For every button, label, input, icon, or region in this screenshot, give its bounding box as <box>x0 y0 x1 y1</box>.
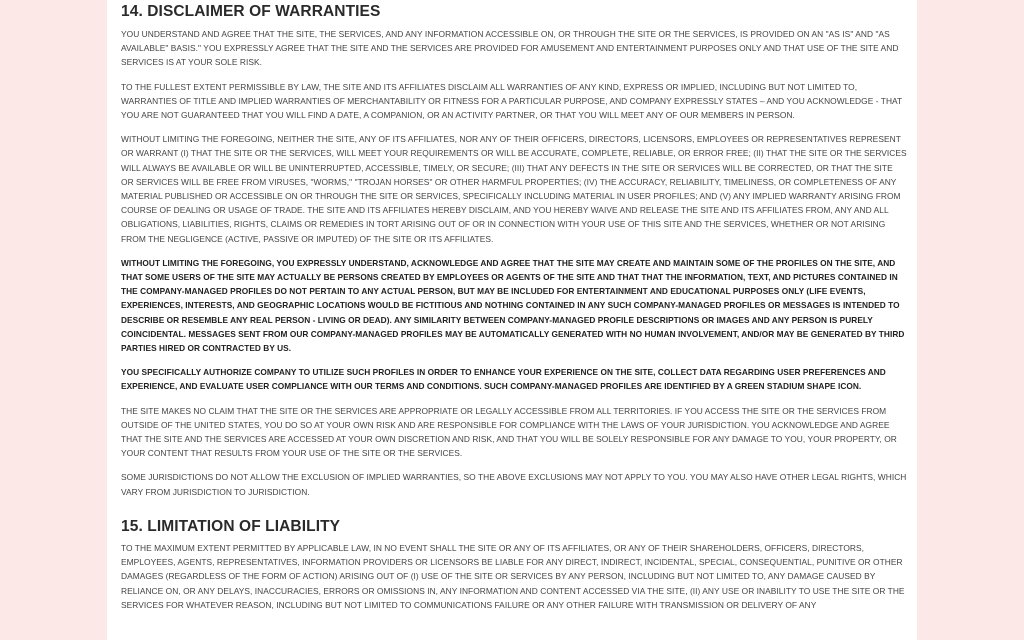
paragraph: YOU UNDERSTAND AND AGREE THAT THE SITE, THE SERVICES, AND ANY INFORMATION ACCESSIBLE ON, OR THROUGH THE SITE OR THE SERVICES, IS PROVIDED ON AN "AS IS" AND "AS AVAILABLE" BASIS." YOU EXPRESSLY AGREE THAT THE SITE AND THE SERVICES ARE PROVIDED FOR AMUSEMENT AND ENTERTAINMENT PURPOSES ONLY AND THAT USE OF THE SITE AND SERVICES IS AT YOUR SOLE RISK. <box>121 29 899 68</box>
document-page <box>107 0 917 640</box>
bold-paragraph: YOU SPECIFICALLY AUTHORIZE COMPANY TO UTILIZE SUCH PROFILES IN ORDER TO ENHANCE YOUR EXPERIENCE ON THE SITE, COLLECT DATA REGARDING USER PREFERENCES AND EXPERIENCE, AND EVALUATE USER COMPLIANCE WITH OUR TERMS AND CONDITIONS. SUCH COMPANY-MANAGED PROFILES ARE IDENTIFIED BY A GREEN STADIUM SHAPE ICON. <box>121 367 886 392</box>
paragraph: TO THE MAXIMUM EXTENT PERMITTED BY APPLICABLE LAW, IN NO EVENT SHALL THE SITE OR ANY OF ITS AFFILIATES, OR ANY OF THEIR SHAREHOLDERS, OFFICERS, DIRECTORS, EMPLOYEES, AGENTS, REPRESENTATIVES, INFORMATION PROVIDERS OR LICENSORS BE LIABLE FOR ANY DIRECT, INDIRECT, INCIDENTAL, SPECIAL, CONSEQUENTIAL, PUNITIVE OR OTHER DAMAGES (REGARDLESS OF THE FORM OF ACTION) ARISING OUT OF (I) USE OF THE SITE OR SERVICES BY ANY PERSON, INCLUDING BUT NOT LIMITED TO, ANY DAMAGE CAUSED BY RELIANCE ON, OR ANY DELAYS, INACCURACIES, ERRORS OR OMISSIONS IN, ANY INFORMATION AND CONTENT ACCESSED VIA THE SITE, (II) ANY USE OR INABILITY TO USE THE SITE OR THE SERVICES FOR WHATEVER REASON, INCLUDING BUT NOT LIMITED TO COMMUNICATIONS FAILURE OR ANY OTHER FAILURE WITH TRANSMISSION OR DELIVERY OF ANY <box>121 542 905 610</box>
bold-paragraph: WITHOUT LIMITING THE FOREGOING, YOU EXPRESSLY UNDERSTAND, ACKNOWLEDGE AND AGREE THAT THE SITE MAY CREATE AND MAINTAIN SOME OF THE PROFILES ON THE SITE, AND THAT SOME USERS OF THE SITE MAY ACTUALLY BE PERSONS CREATED BY EMPLOYEES OR AGENTS OF THE SITE AND THAT THAT THE INFORMATION, TEXT, AND PICTURES CONTAINED IN THE COMPANY-MANAGED PROFILES DO NOT PERTAIN TO ANY ACTUAL PERSON, BUT MAY BE INCLUDED FOR ENTERTAINMENT AND EDUCATIONAL PURPOSES ONLY (LIFE EVENTS, EXPERIENCES, INTERESTS, AND GEOGRAPHIC LOCATIONS WOULD BE FICTITIOUS AND NOTHING CONTAINED IN ANY SUCH COMPANY-MANAGED PROFILES OR MESSAGES IS INTENDED TO DESCRIBE OR RESEMBLE ANY REAL PERSON - LIVING OR DEAD). ANY SIMILARITY BETWEEN COMPANY-MANAGED PROFILE DESCRIPTIONS OR IMAGES AND ANY PERSON IS PURELY COINCIDENTAL. MESSAGES SENT FROM OUR COMPANY-MANAGED PROFILES MAY BE AUTOMATICALLY GENERATED WITH NO HUMAN INVOLVEMENT, AND/OR MAY BE GENERATED BY THIRD PARTIES HIRED OR CONTRACTED BY US. <box>121 257 905 354</box>
paragraph: TO THE FULLEST EXTENT PERMISSIBLE BY LAW, THE SITE AND ITS AFFILIATES DISCLAIM ALL WARRANTIES OF ANY KIND, EXPRESS OR IMPLIED, INCLUDING BUT NOT LIMITED TO, WARRANTIES OF TITLE AND IMPLIED WARRANTIES OF MERCHANTABILITY OR FITNESS FOR A PARTICULAR PURPOSE, AND COMPANY EXPRESSLY STATES – AND YOU ACKNOWLEDGE - THAT YOU ARE NOT GUARANTEED THAT YOU WILL FIND A DATE, A COMPANION, OR AN ACTIVITY PARTNER, OR THAT YOU WILL MEET ANY OF OUR MEMBERS IN PERSON. <box>121 81 903 121</box>
paragraph: WITHOUT LIMITING THE FOREGOING, NEITHER THE SITE, ANY OF ITS AFFILIATES, NOR ANY OF THEIR OFFICERS, DIRECTORS, LICENSORS, EMPLOYEES OR REPRESENTATIVES REPRESENT OR WARRANT (I) THAT THE SITE OR THE SERVICES, WILL MEET YOUR REQUIREMENTS OR WILL BE ACCURATE, COMPLETE, RELIABLE, OR ERROR FREE; (II) THAT THE SITE OR THE SERVICES WILL ALWAYS BE AVAILABLE OR WILL BE UNINTERRUPTED, ACCESSIBLE, TIMELY, OR SECURE; (III) THAT ANY DEFECTS IN THE SITE OR SERVICES WILL BE CORRECTED, OR THAT THE SITE OR SERVICES WILL BE FREE FROM VIRUSES, "WORMS," "TROJAN HORSES" OR OTHER HARMFUL PROPERTIES; (IV) THE ACCURACY, RELIABILITY, TIMELINESS, OR COMPLETENESS OF ANY MATERIAL PUBLISHED OR ACCESSIBLE ON OR THROUGH THE SITE OR SERVICES, SPECIFICALLY INCLUDING MATERIAL IN USER PROFILES; AND (V) ANY IMPLIED WARRANTY ARISING FROM COURSE OF DEALING OR USAGE OF TRADE. THE SITE AND ITS AFFILIATES HEREBY DISCLAIM, AND YOU HEREBY WAIVE AND RELEASE THE SITE AND ITS AFFILIATES FROM, ANY AND ALL OBLIGATIONS, LIABILITIES, RIGHTS, CLAIMS OR REMEDIES IN TORT ARISING OUT OF OR IN CONNECTION WITH YOUR USE OF THIS SITE AND THE SERVICES, WHETHER OR NOT ARISING FROM THE NEGLIGENCE (ACTIVE, PASSIVE OR IMPUTED) OF THE SITE OR ITS AFFILIATES. <box>121 134 907 244</box>
paragraph: SOME JURISDICTIONS DO NOT ALLOW THE EXCLUSION OF IMPLIED WARRANTIES, SO THE ABOVE EXCLUSIONS MAY NOT APPLY TO YOU. YOU MAY ALSO HAVE OTHER LEGAL RIGHTS, WHICH VARY FROM JURISDICTION TO JURISDICTION. <box>121 472 907 497</box>
section-heading-disclaimer-of-warranties: 14. DISCLAIMER OF WARRANTIES <box>121 3 381 20</box>
document-content <box>121 2 907 612</box>
paragraph: THE SITE MAKES NO CLAIM THAT THE SITE OR THE SERVICES ARE APPROPRIATE OR LEGALLY ACCESSIBLE FROM ALL TERRITORIES. IF YOU ACCESS THE SITE OR THE SERVICES FROM OUTSIDE OF THE UNITED STATES, YOU DO SO AT YOUR OWN RISK AND ARE RESPONSIBLE FOR COMPLIANCE WITH THE LAWS OF YOUR JURISDICTION. YOU ACKNOWLEDGE AND AGREE THAT THE SITE AND THE SERVICES ARE ACCESSED AT YOUR OWN DISCRETION AND RISK, AND THAT YOU WILL BE SOLELY RESPONSIBLE FOR ANY DAMAGE TO YOU, YOUR PROPERTY, OR YOUR CONTENT THAT RESULTS FROM YOUR USE OF THE SITE OR THE SERVICES. <box>121 405 897 459</box>
section-heading-limitation-of-liability: 15. LIMITATION OF LIABILITY <box>121 517 341 535</box>
